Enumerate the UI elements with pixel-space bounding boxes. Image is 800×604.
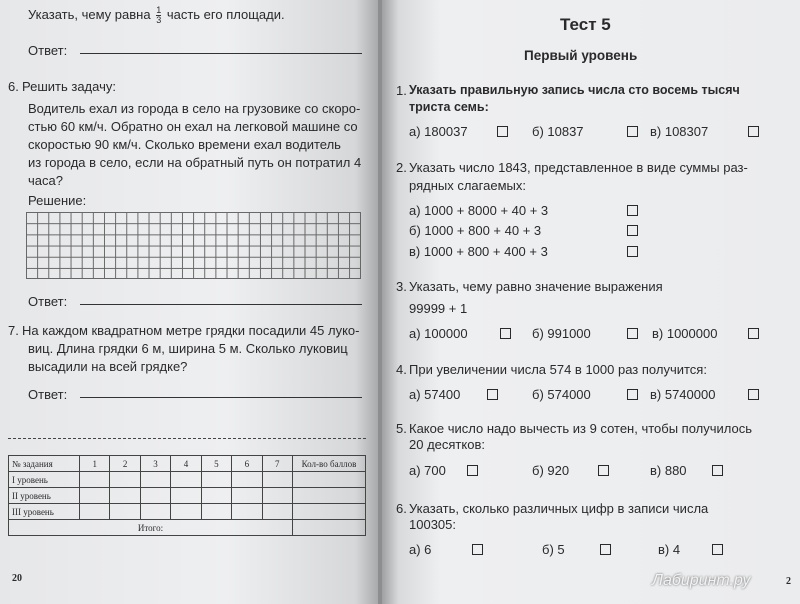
answer-label-q5: Ответ:: [28, 43, 68, 58]
answer-line-q6[interactable]: [80, 304, 362, 305]
table-cell[interactable]: [171, 488, 201, 504]
header-score: Кол-во баллов: [293, 456, 366, 472]
q5-text-end: часть его площади.: [166, 7, 285, 22]
total-cell[interactable]: [293, 520, 366, 536]
row-level-2: II уровень: [9, 488, 80, 504]
q3-checkbox-a[interactable]: [500, 328, 511, 339]
q6-option-c: в) 4: [658, 542, 681, 557]
left-page: [0, 0, 378, 604]
header-col-5: 5: [201, 456, 231, 472]
q4-option-c: в) 5740000: [650, 387, 716, 402]
q1-line-2: триста семь:: [409, 100, 489, 114]
fraction-one-third: [156, 6, 161, 25]
q6-line-2: стью 60 км/ч. Обратно он ехал на легковой машине со: [28, 119, 358, 134]
q2-line-2: рядных слагаемых:: [409, 178, 526, 193]
labirint-watermark-logo: Лабиринт.ру: [652, 572, 751, 589]
solution-grid[interactable]: [26, 212, 361, 279]
header-col-7: 7: [262, 456, 292, 472]
solution-label: Решение:: [28, 193, 87, 208]
row-level-1: I уровень: [9, 472, 80, 488]
q6-num: 6.: [8, 79, 19, 94]
total-label: Итого:: [9, 520, 293, 536]
score-table: [8, 455, 366, 536]
q2-option-c: в) 1000 + 800 + 400 + 3: [409, 244, 548, 259]
row-level-3: III уровень: [9, 504, 80, 520]
table-row: [9, 504, 366, 520]
q5-tail: [28, 6, 285, 25]
q7-line-1: На каждом квадратном метре грядки посадили 45 луко-: [22, 323, 360, 338]
q1-option-b: б) 10837: [532, 124, 584, 139]
table-row: [9, 488, 366, 504]
q6-line-5: часа?: [28, 173, 63, 188]
q6-checkbox-c[interactable]: [712, 544, 723, 555]
q7-line-3: высадили на всей грядке?: [28, 359, 188, 374]
q4-checkbox-b[interactable]: [627, 389, 638, 400]
q2-checkbox-c[interactable]: [627, 246, 638, 257]
header-col-2: 2: [110, 456, 140, 472]
table-cell[interactable]: [293, 488, 366, 504]
q5-option-c: в) 880: [650, 463, 687, 478]
q1-checkbox-b[interactable]: [627, 126, 638, 137]
page-number-right: 2: [786, 576, 791, 587]
q6-line-3: скоростью 90 км/ч. Сколько времени ехал водитель: [28, 137, 341, 152]
q1-option-a: а) 180037: [409, 124, 468, 139]
answer-label-q7: Ответ:: [28, 387, 68, 402]
q4-num: 4.: [396, 362, 407, 377]
q6-line-1-right: Указать, сколько различных цифр в записи числа: [409, 501, 709, 516]
table-row: [9, 472, 366, 488]
q5-line-1: Какое число надо вычесть из 9 сотен, чтобы получилось: [409, 421, 753, 436]
table-cell[interactable]: [171, 504, 201, 520]
q1-num: 1.: [396, 83, 407, 98]
q6-option-a: а) 6: [409, 542, 432, 557]
fraction-denominator: 3: [156, 15, 162, 26]
header-col-3: 3: [140, 456, 170, 472]
table-cell[interactable]: [232, 488, 262, 504]
q6-line-1: Водитель ехал из города в село на грузовике со скоро-: [28, 101, 361, 116]
q5-line-2: 20 десятков:: [409, 437, 485, 452]
table-cell[interactable]: [140, 488, 170, 504]
q4-option-b: б) 574000: [532, 387, 591, 402]
q7-line-2: виц. Длина грядки 6 м, ширина 5 м. Сколько луковиц: [28, 341, 348, 356]
cut-line: [8, 438, 366, 439]
answer-line-q7[interactable]: [80, 397, 362, 398]
q3-checkbox-c[interactable]: [748, 328, 759, 339]
q3-line-1: Указать, чему равно значение выражения: [409, 279, 663, 294]
table-cell[interactable]: [80, 504, 110, 520]
table-cell[interactable]: [171, 472, 201, 488]
q5-option-a: а) 700: [409, 463, 446, 478]
q3-num: 3.: [396, 279, 407, 294]
fraction-numerator: 1: [156, 5, 162, 16]
q2-line-1: Указать число 1843, представленное в виде суммы раз-: [409, 160, 748, 175]
q6-title: Решить задачу:: [22, 79, 116, 94]
q3-option-b: б) 991000: [532, 326, 591, 341]
table-cell[interactable]: [110, 488, 140, 504]
q1-checkbox-a[interactable]: [497, 126, 508, 137]
table-cell[interactable]: [232, 472, 262, 488]
header-task-number: № задания: [9, 456, 80, 472]
header-col-1: 1: [80, 456, 110, 472]
score-table-header: [9, 456, 366, 472]
q5-checkbox-a[interactable]: [467, 465, 478, 476]
q1-option-c: в) 108307: [650, 124, 709, 139]
table-cell[interactable]: [201, 504, 231, 520]
q2-checkbox-a[interactable]: [627, 205, 638, 216]
table-cell[interactable]: [80, 488, 110, 504]
q6-checkbox-b[interactable]: [600, 544, 611, 555]
table-cell[interactable]: [110, 504, 140, 520]
q5-num: 5.: [396, 421, 407, 436]
table-cell[interactable]: [293, 472, 366, 488]
q6-line-4: из города в село, если на обратный путь он потратил 4: [28, 155, 362, 170]
q7-num: 7.: [8, 323, 19, 338]
q4-checkbox-a[interactable]: [487, 389, 498, 400]
table-cell[interactable]: [293, 504, 366, 520]
q1-checkbox-c[interactable]: [748, 126, 759, 137]
q2-option-b: б) 1000 + 800 + 40 + 3: [409, 223, 542, 238]
q5-checkbox-b[interactable]: [598, 465, 609, 476]
q4-option-a: а) 57400: [409, 387, 461, 402]
table-cell[interactable]: [232, 504, 262, 520]
q6-checkbox-a[interactable]: [472, 544, 483, 555]
q1-line-1: Указать правильную запись числа сто восемь тысяч: [409, 83, 740, 97]
right-page: [382, 0, 800, 604]
table-cell[interactable]: [140, 504, 170, 520]
q5-option-b: б) 920: [532, 463, 570, 478]
q4-line-1: При увеличении числа 574 в 1000 раз получится:: [409, 362, 707, 377]
q3-checkbox-b[interactable]: [627, 328, 638, 339]
q2-checkbox-b[interactable]: [627, 225, 638, 236]
q6-num-right: 6.: [396, 501, 407, 516]
table-cell[interactable]: [80, 472, 110, 488]
level-title: Первый уровень: [524, 48, 638, 63]
q3-option-c: в) 1000000: [652, 326, 718, 341]
table-cell[interactable]: [110, 472, 140, 488]
q5-text: Указать, чему равна: [28, 7, 151, 22]
page-number-left: 20: [12, 573, 22, 584]
q2-num: 2.: [396, 160, 407, 175]
table-row-total: [9, 520, 366, 536]
header-col-6: 6: [232, 456, 262, 472]
table-cell[interactable]: [201, 472, 231, 488]
table-cell[interactable]: [140, 472, 170, 488]
table-cell[interactable]: [262, 488, 292, 504]
q6-line-2-right: 100305:: [409, 517, 456, 532]
table-cell[interactable]: [201, 488, 231, 504]
answer-label-q6: Ответ:: [28, 294, 68, 309]
q2-option-a: а) 1000 + 8000 + 40 + 3: [409, 203, 549, 218]
q3-option-a: а) 100000: [409, 326, 468, 341]
q3-line-2: 99999 + 1: [409, 301, 468, 316]
q4-checkbox-c[interactable]: [748, 389, 759, 400]
answer-line-q5[interactable]: [80, 53, 362, 54]
table-cell[interactable]: [262, 472, 292, 488]
test-title: Тест 5: [560, 15, 611, 34]
table-cell[interactable]: [262, 504, 292, 520]
q5-checkbox-c[interactable]: [712, 465, 723, 476]
q6-option-b: б) 5: [542, 542, 565, 557]
header-col-4: 4: [171, 456, 201, 472]
